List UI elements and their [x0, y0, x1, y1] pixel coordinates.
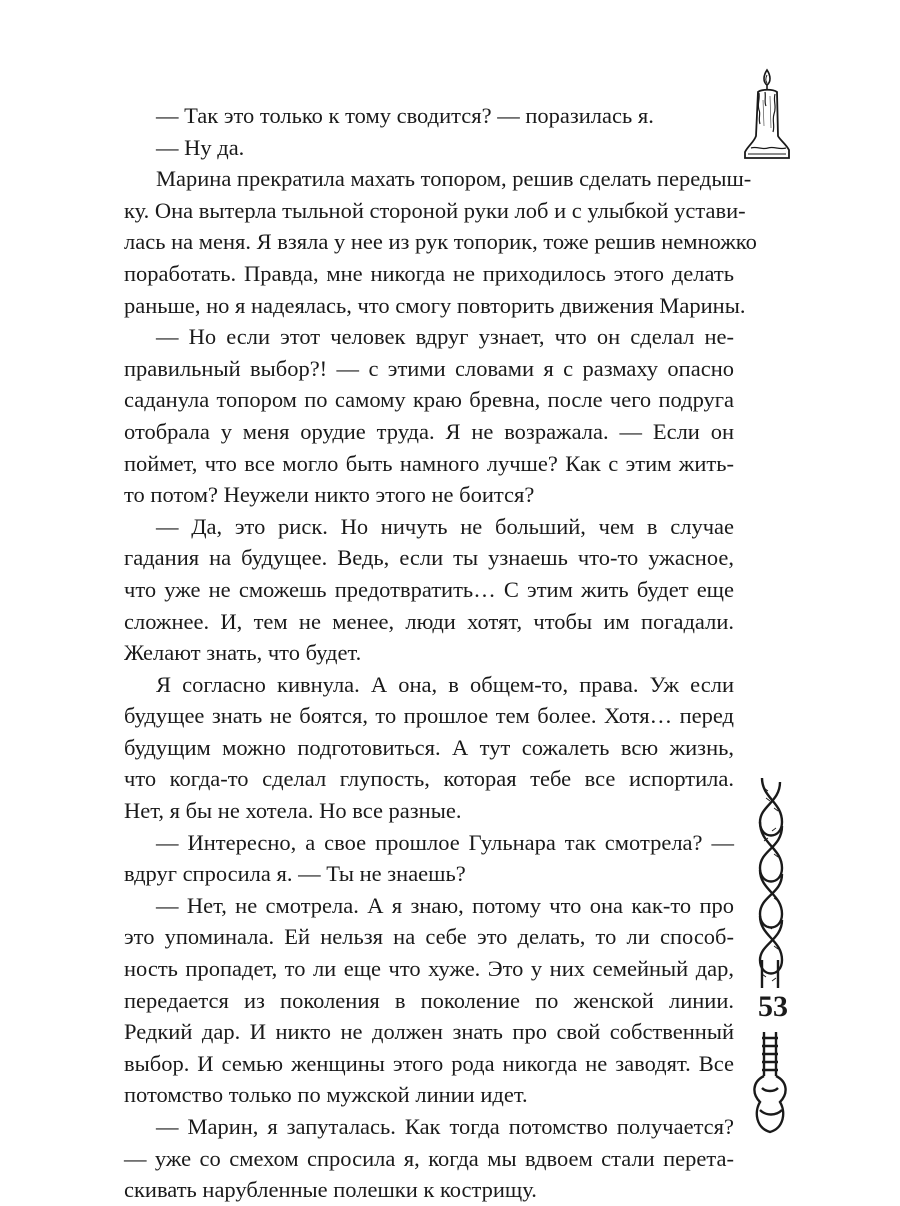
- text-line: ность пропадет, то ли еще что хуже. Это у них семейный дар,: [124, 956, 734, 982]
- text-line: Я согласно кивнула. А она, в общем-то, права. Уж если: [156, 671, 734, 697]
- paragraph: [124, 132, 734, 164]
- text-line: Редкий дар. И никто не должен знать про свой собственный: [124, 1019, 734, 1045]
- paragraph: [124, 321, 734, 511]
- text-line: лась на меня. Я взяла у нее из рук топорик, тоже решив немножко: [124, 229, 757, 255]
- text-line: поработать. Правда, мне никогда не приходилось этого делать: [124, 260, 734, 286]
- paragraph: [124, 511, 734, 669]
- paragraph: [124, 827, 734, 890]
- text-line: потомство только по мужской линии идет.: [124, 1082, 528, 1108]
- body-text: [124, 100, 757, 1206]
- text-line: выбор. И семью женщины этого рода никогда не заводят. Все: [124, 1050, 734, 1076]
- paragraph: [124, 890, 734, 1111]
- text-line: передается из поколения в поколение по женской линии.: [124, 987, 734, 1013]
- text-line: что уже не сможешь предотвратить… С этим жить будет еще: [124, 576, 734, 602]
- page-number: 53: [758, 990, 788, 1023]
- rope-knots-icon: [748, 778, 794, 988]
- text-line: поймет, что все могло быть намного лучше? Как с этим жить-: [124, 450, 734, 476]
- candle-icon: [742, 66, 792, 164]
- text-line: Желают знать, что будет.: [124, 640, 362, 666]
- text-line: — уже со смехом спросила я, когда мы вдвоем стали перета-: [124, 1145, 734, 1171]
- text-line: гадания на будущее. Ведь, если ты узнаешь что-то ужасное,: [124, 545, 734, 571]
- text-line: саданула топором по самому краю бревна, после чего подруга: [124, 387, 734, 413]
- paragraph: [124, 669, 734, 827]
- text-line: то потом? Неужели никто этого не боится?: [124, 482, 535, 508]
- text-line: скивать нарубленные полешки к кострищу.: [124, 1177, 537, 1203]
- text-line: правильный выбор?! — с этими словами я с размаху опасно: [124, 355, 734, 381]
- text-line: будущим можно подготовиться. А тут сожалеть всю жизнь,: [124, 734, 734, 760]
- text-line: сложнее. И, тем не менее, люди хотят, чтобы им погадали.: [124, 608, 734, 634]
- text-line: это упоминала. Ей нельзя на себе это делать, то ли способ-: [124, 924, 734, 950]
- text-line: Нет, я бы не хотела. Но все разные.: [124, 798, 462, 824]
- text-line: — Ну да.: [156, 134, 245, 160]
- text-line: будущее знать не боятся, то прошлое тем более. Хотя… перед: [124, 703, 734, 729]
- text-line: отобрала у меня орудие труда. Я не возражала. — Если он: [124, 418, 734, 444]
- text-line: — Марин, я запуталась. Как тогда потомство получается?: [156, 1114, 734, 1139]
- text-line: — Да, это риск. Но ничуть не больший, чем в случае: [156, 513, 734, 539]
- text-line: — Нет, не смотрела. А я знаю, потому что она как-то про: [156, 892, 734, 918]
- paragraph: [124, 163, 757, 321]
- text-line: Марина прекратила махать топором, решив сделать передыш-: [156, 166, 752, 192]
- text-line: — Интересно, а свое прошлое Гульнара так смотрела? —: [156, 829, 734, 855]
- text-line: вдруг спросила я. — Ты не знаешь?: [124, 861, 466, 887]
- rope-noose-icon: [748, 1032, 794, 1136]
- paragraph: [124, 100, 734, 132]
- text-line: ку. Она вытерла тыльной стороной руки лоб и с улыбкой устави-: [124, 197, 746, 223]
- paragraph: [124, 1111, 734, 1206]
- text-line: раньше, но я надеялась, что смогу повторить движения Марины.: [124, 292, 746, 318]
- text-line: — Так это только к тому сводится? — поразилась я.: [156, 103, 654, 128]
- text-line: что когда-то сделал глупость, которая тебе все испортила.: [124, 766, 734, 792]
- text-line: — Но если этот человек вдруг узнает, что он сделал не-: [156, 324, 734, 350]
